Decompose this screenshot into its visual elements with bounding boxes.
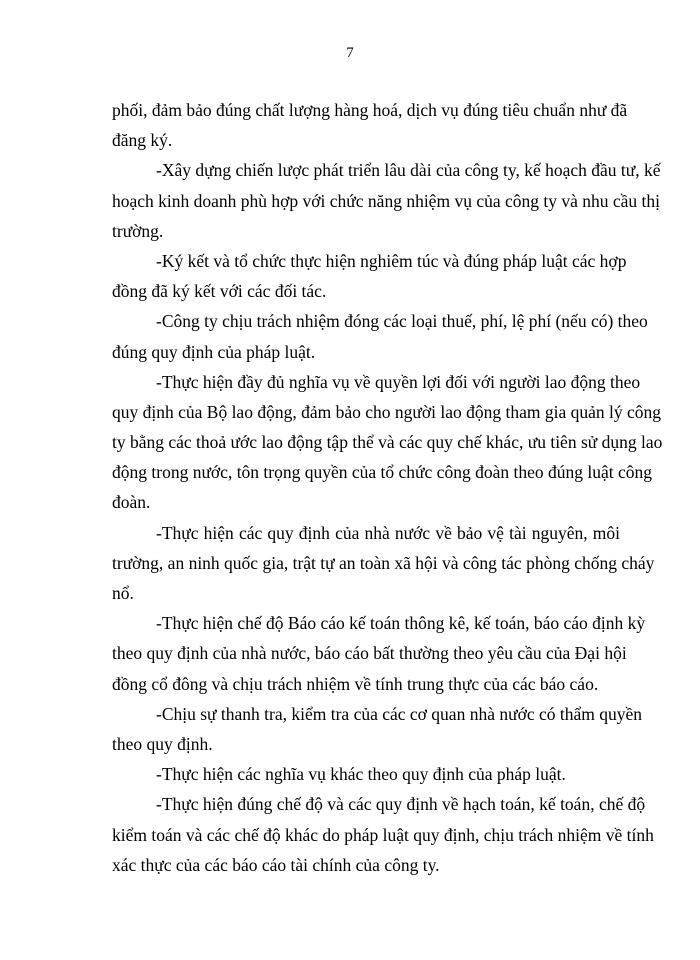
page-number: 7 xyxy=(346,45,354,61)
text-line: xác thực của các báo cáo tài chính của công ty. xyxy=(112,854,440,875)
text-line: nổ. xyxy=(112,583,134,603)
text-line: -Chịu sự thanh tra, kiểm tra của các cơ quan nhà nước có thẩm quyền xyxy=(156,703,642,724)
text-line: đồng cổ đông và chịu trách nhiệm về tính trung thực của các báo cáo. xyxy=(112,673,599,694)
text-line: -Xây dựng chiến lược phát triển lâu dài của công ty, kế hoạch đầu tư, kế xyxy=(156,160,661,181)
paragraph xyxy=(112,306,648,366)
paragraph xyxy=(112,367,663,518)
text-line: đăng ký. xyxy=(112,130,173,151)
text-line: theo quy định. xyxy=(112,733,213,754)
text-line: đồng đã ký kết với các đối tác. xyxy=(112,281,327,302)
text-line: theo quy định của nhà nước, báo cáo bất thường theo yêu cầu của Đại hội xyxy=(112,643,627,664)
text-line: trường. xyxy=(112,220,164,241)
text-line: -Ký kết và tổ chức thực hiện nghiêm túc và đúng pháp luật các hợp xyxy=(156,250,627,271)
text-line: phối, đảm bảo đúng chất lượng hàng hoá, dịch vụ đúng tiêu chuẩn như đã xyxy=(112,100,628,120)
text-line: -Thực hiện các nghĩa vụ khác theo quy định của pháp luật. xyxy=(156,764,566,785)
paragraph xyxy=(112,155,661,246)
text-line: đoàn. xyxy=(112,492,151,513)
paragraph xyxy=(112,246,627,306)
text-line: -Thực hiện các quy định của nhà nước về bảo vệ tài nguyên, môi xyxy=(156,522,620,543)
text-line: quy định của Bộ lao động, đảm bảo cho người lao động tham gia quản lý công xyxy=(112,401,661,422)
paragraph xyxy=(112,789,654,880)
document-body xyxy=(112,95,663,880)
paragraph xyxy=(112,759,620,789)
text-line: -Thực hiện chế độ Báo cáo kế toán thông kê, kế toán, báo cáo định kỳ xyxy=(156,613,646,634)
text-line: -Công ty chịu trách nhiệm đóng các loại thuế, phí, lệ phí (nếu có) theo xyxy=(156,311,648,332)
text-line: đúng quy định của pháp luật. xyxy=(112,341,316,362)
text-line: kiểm toán và các chế độ khác do pháp luật quy định, chịu trách nhiệm về tính xyxy=(112,824,654,845)
paragraph xyxy=(112,518,655,609)
text-line: động trong nước, tôn trọng quyền của tổ chức công đoàn theo đúng luật công xyxy=(112,462,652,483)
paragraph xyxy=(112,608,646,699)
paragraph xyxy=(112,95,628,155)
paragraph xyxy=(112,699,642,759)
text-line: ty bằng các thoả ước lao động tập thể và các quy chế khác, ưu tiên sử dụng lao xyxy=(112,432,663,453)
text-line: -Thực hiện đúng chế độ và các quy định về hạch toán, kế toán, chế độ xyxy=(156,794,646,815)
text-line: hoạch kinh doanh phù hợp với chức năng nhiệm vụ của công ty và nhu cầu thị xyxy=(112,190,661,211)
text-line: -Thực hiện đầy đủ nghĩa vụ về quyền lợi đối với người lao động theo xyxy=(156,371,641,392)
text-line: trường, an ninh quốc gia, trật tự an toàn xã hội và công tác phòng chống cháy xyxy=(112,552,655,573)
